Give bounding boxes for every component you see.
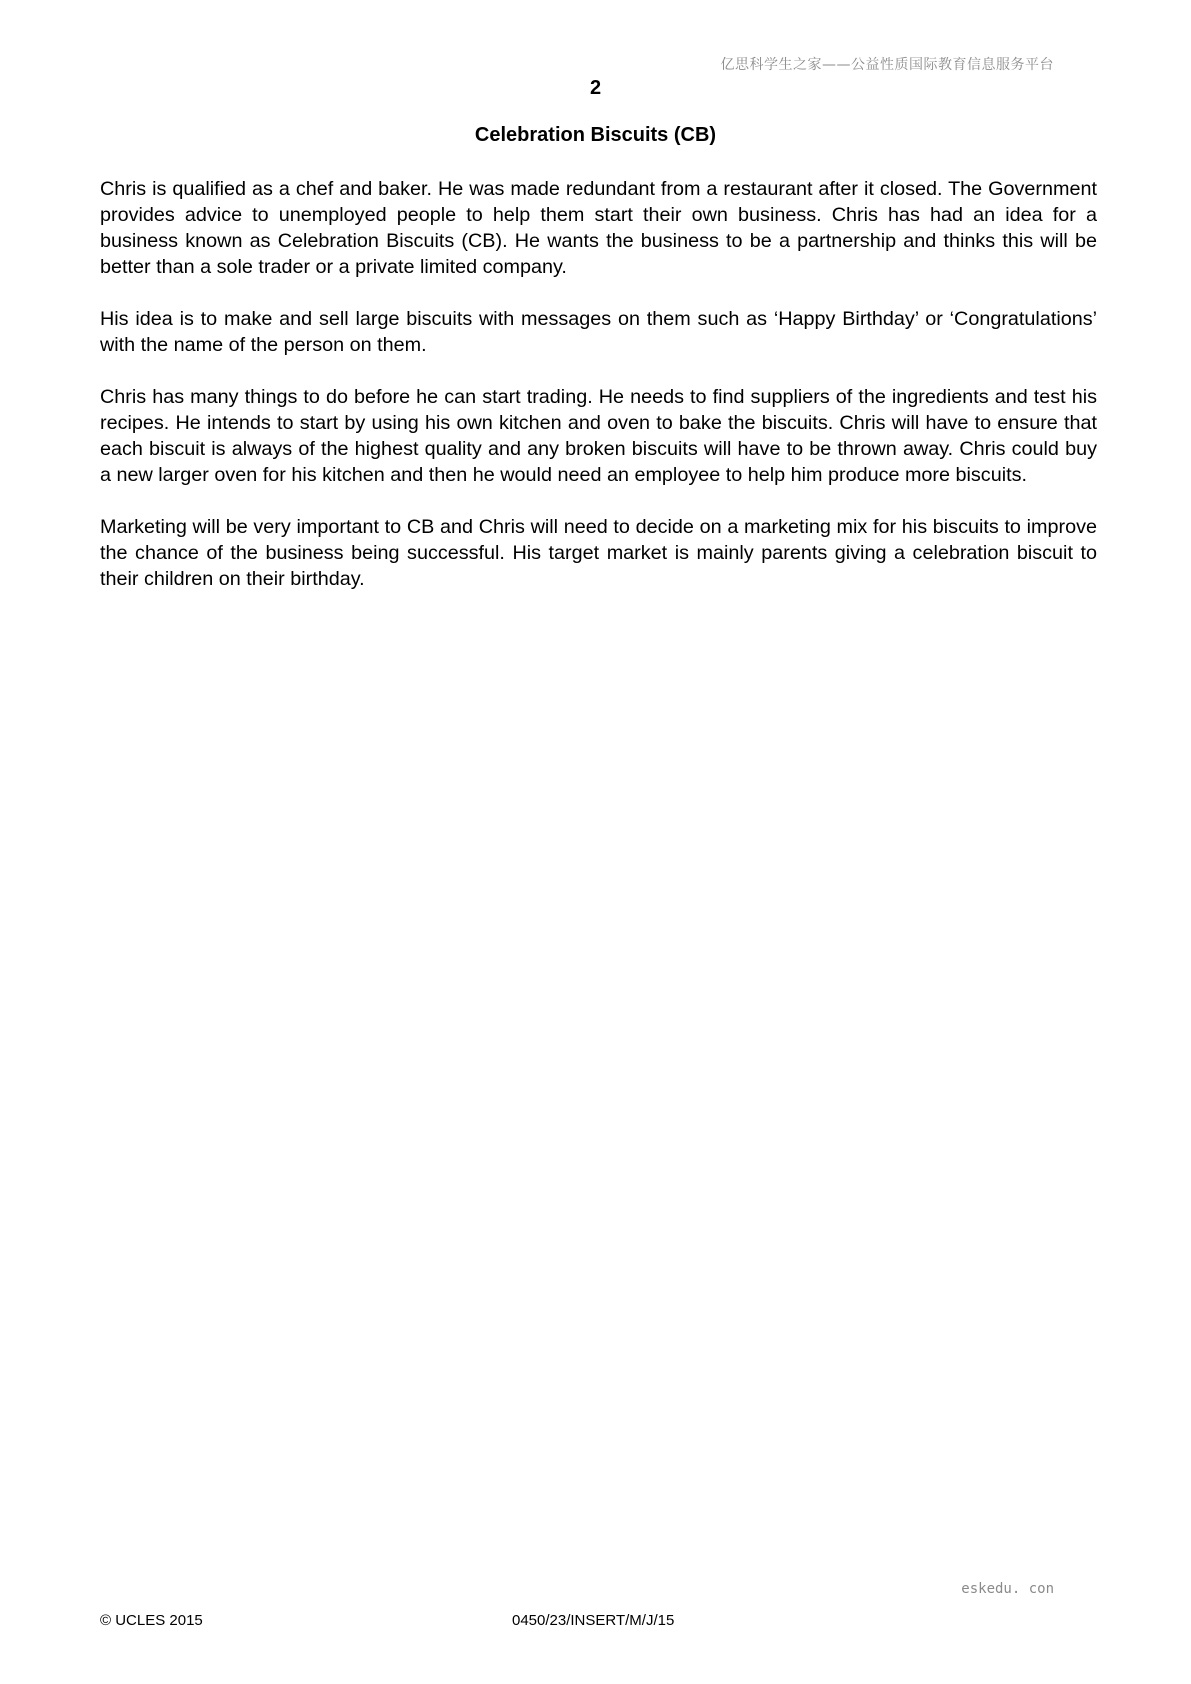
paragraph-1: Chris is qualified as a chef and baker. He was made redundant from a restaurant after it closed. The Government provides advice to unemployed people to help them start their own business. Chris has had an idea for a business known as Celebration Biscuits (CB). He wants the business to be a partnership and thinks this will be better than a sole trader or a private limited company. (100, 178, 1097, 278)
paragraph-3: Chris has many things to do before he can start trading. He needs to find suppliers of the ingredients and test his recipes. He intends to start by using his own kitchen and oven to bake the biscuits. Chris will have to ensure that each biscuit is always of the highest quality and any broken biscuits will have to be thrown away. Chris could buy a new larger oven for his kitchen and then he would need an employee to help him produce more biscuits. (100, 386, 1097, 486)
page-number: 2 (589, 77, 602, 99)
header-watermark: 亿思科学生之家——公益性质国际教育信息服务平台 (720, 57, 1054, 73)
body-text (100, 176, 1097, 618)
footer-watermark: eskedu. con (961, 1581, 1054, 1597)
paragraph-2: His idea is to make and sell large biscuits with messages on them such as ‘Happy Birthday’ or ‘Congratulations’ with the name of the person on them. (100, 308, 1097, 356)
paragraph-4: Marketing will be very important to CB and Chris will need to decide on a marketing mix for his biscuits to improve the chance of the business being successful. His target market is mainly parents giving a celebration biscuit to their children on their birthday. (100, 516, 1097, 590)
footer-copyright: © UCLES 2015 (100, 1612, 203, 1629)
footer-document-code: 0450/23/INSERT/M/J/15 (512, 1612, 675, 1629)
document-title: Celebration Biscuits (CB) (474, 124, 717, 146)
